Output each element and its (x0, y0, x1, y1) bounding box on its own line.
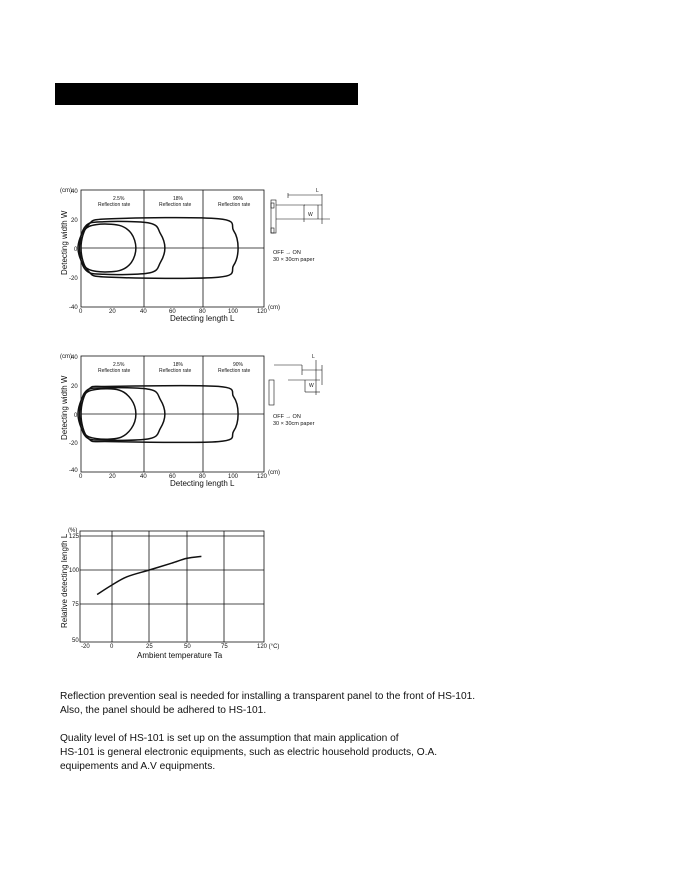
svg-text:120 (°C): 120 (°C) (257, 644, 280, 650)
svg-text:0: 0 (110, 644, 114, 650)
svg-text:50: 50 (72, 638, 79, 644)
svg-text:100: 100 (228, 309, 239, 315)
svg-text:40: 40 (140, 309, 147, 315)
svg-text:20: 20 (109, 309, 116, 315)
note-paper: 30 × 30cm paper (273, 421, 315, 427)
y-unit: (cm) (60, 188, 72, 194)
svg-text:40: 40 (71, 189, 78, 195)
svg-text:18%: 18% (173, 362, 184, 368)
svg-text:-40: -40 (69, 468, 78, 474)
svg-text:Reflection rate: Reflection rate (98, 368, 131, 374)
svg-text:Reflection rate: Reflection rate (218, 202, 251, 208)
svg-text:80: 80 (199, 474, 206, 480)
svg-text:40: 40 (71, 355, 78, 361)
x-unit: (cm) (268, 305, 280, 311)
sensor-diagram (269, 360, 322, 405)
x-ticks (79, 474, 268, 480)
plot-frame (80, 531, 264, 642)
grid (80, 531, 264, 642)
svg-text:120: 120 (257, 474, 268, 480)
y-unit: (%) (68, 528, 78, 534)
svg-text:25: 25 (146, 644, 153, 650)
x-axis-label: Ambient temperature Ta (137, 651, 223, 660)
paragraph-line: HS-101 is general electronic equipments, such as electric household products, O.A. (60, 747, 438, 758)
note-paper: 30 × 30cm paper (273, 257, 315, 263)
svg-text:125: 125 (69, 534, 80, 540)
svg-text:Reflection rate: Reflection rate (159, 368, 192, 374)
svg-text:Reflection rate: Reflection rate (218, 368, 251, 374)
svg-text:75: 75 (221, 644, 228, 650)
y-axis-label: Detecting width W (60, 375, 69, 440)
y-unit: (cm) (60, 354, 72, 360)
svg-text:-20: -20 (81, 644, 90, 650)
diagram-l-label: L (316, 188, 319, 194)
svg-text:0: 0 (79, 309, 83, 315)
region-labels (98, 196, 250, 208)
svg-text:Reflection rate: Reflection rate (98, 202, 131, 208)
svg-text:90%: 90% (233, 362, 244, 368)
svg-text:-40: -40 (69, 305, 78, 311)
x-axis-label: Detecting length L (170, 314, 235, 323)
section-header-bar (55, 83, 358, 105)
y-ticks (69, 355, 78, 474)
x-axis-label: Detecting length L (170, 479, 235, 488)
svg-text:40: 40 (140, 474, 147, 480)
svg-text:0: 0 (74, 247, 78, 253)
svg-text:0: 0 (79, 474, 83, 480)
detection-area-chart-1 (0, 180, 680, 330)
y-ticks (69, 534, 80, 644)
note-off-on: OFF → ON (273, 414, 301, 420)
paragraph-reflection-seal (60, 690, 620, 718)
svg-text:100: 100 (228, 474, 239, 480)
svg-text:0: 0 (74, 413, 78, 419)
svg-text:-20: -20 (69, 441, 78, 447)
svg-text:2.5%: 2.5% (113, 196, 125, 202)
paragraph-line: equipements and A.V equipments. (60, 761, 216, 772)
svg-text:2.5%: 2.5% (113, 362, 125, 368)
svg-text:120: 120 (257, 309, 268, 315)
note-off-on: OFF → ON (273, 250, 301, 256)
x-ticks (81, 644, 279, 650)
paragraph-quality-level (60, 732, 620, 774)
y-axis-label: Relative detecting length L (60, 533, 69, 628)
svg-text:-20: -20 (69, 276, 78, 282)
svg-text:50: 50 (184, 644, 191, 650)
paragraph-line: Also, the panel should be adhered to HS-101. (60, 705, 267, 716)
svg-text:60: 60 (169, 474, 176, 480)
sensor-diagram (271, 193, 330, 233)
detection-area-chart-2 (0, 346, 680, 496)
diagram-w-label: W (308, 212, 313, 218)
diagram-l-label: L (312, 354, 315, 360)
svg-text:20: 20 (71, 384, 78, 390)
paragraph-line: Reflection prevention seal is needed for installing a transparent panel to the front of HS-101. (60, 691, 476, 702)
svg-text:60: 60 (169, 309, 176, 315)
svg-text:20: 20 (71, 218, 78, 224)
svg-text:80: 80 (199, 309, 206, 315)
svg-text:100: 100 (69, 568, 80, 574)
region-labels (98, 362, 250, 374)
svg-text:Reflection rate: Reflection rate (159, 202, 192, 208)
svg-text:18%: 18% (173, 196, 184, 202)
svg-text:20: 20 (109, 474, 116, 480)
svg-text:75: 75 (72, 602, 79, 608)
x-unit: (cm) (268, 470, 280, 476)
svg-text:90%: 90% (233, 196, 244, 202)
y-axis-label: Detecting width W (60, 210, 69, 275)
y-ticks (69, 189, 78, 311)
diagram-w-label: W (309, 383, 314, 389)
paragraph-line: Quality level of HS-101 is set up on the assumption that main application of (60, 733, 399, 744)
temperature-chart (0, 522, 680, 662)
x-ticks (79, 309, 268, 315)
